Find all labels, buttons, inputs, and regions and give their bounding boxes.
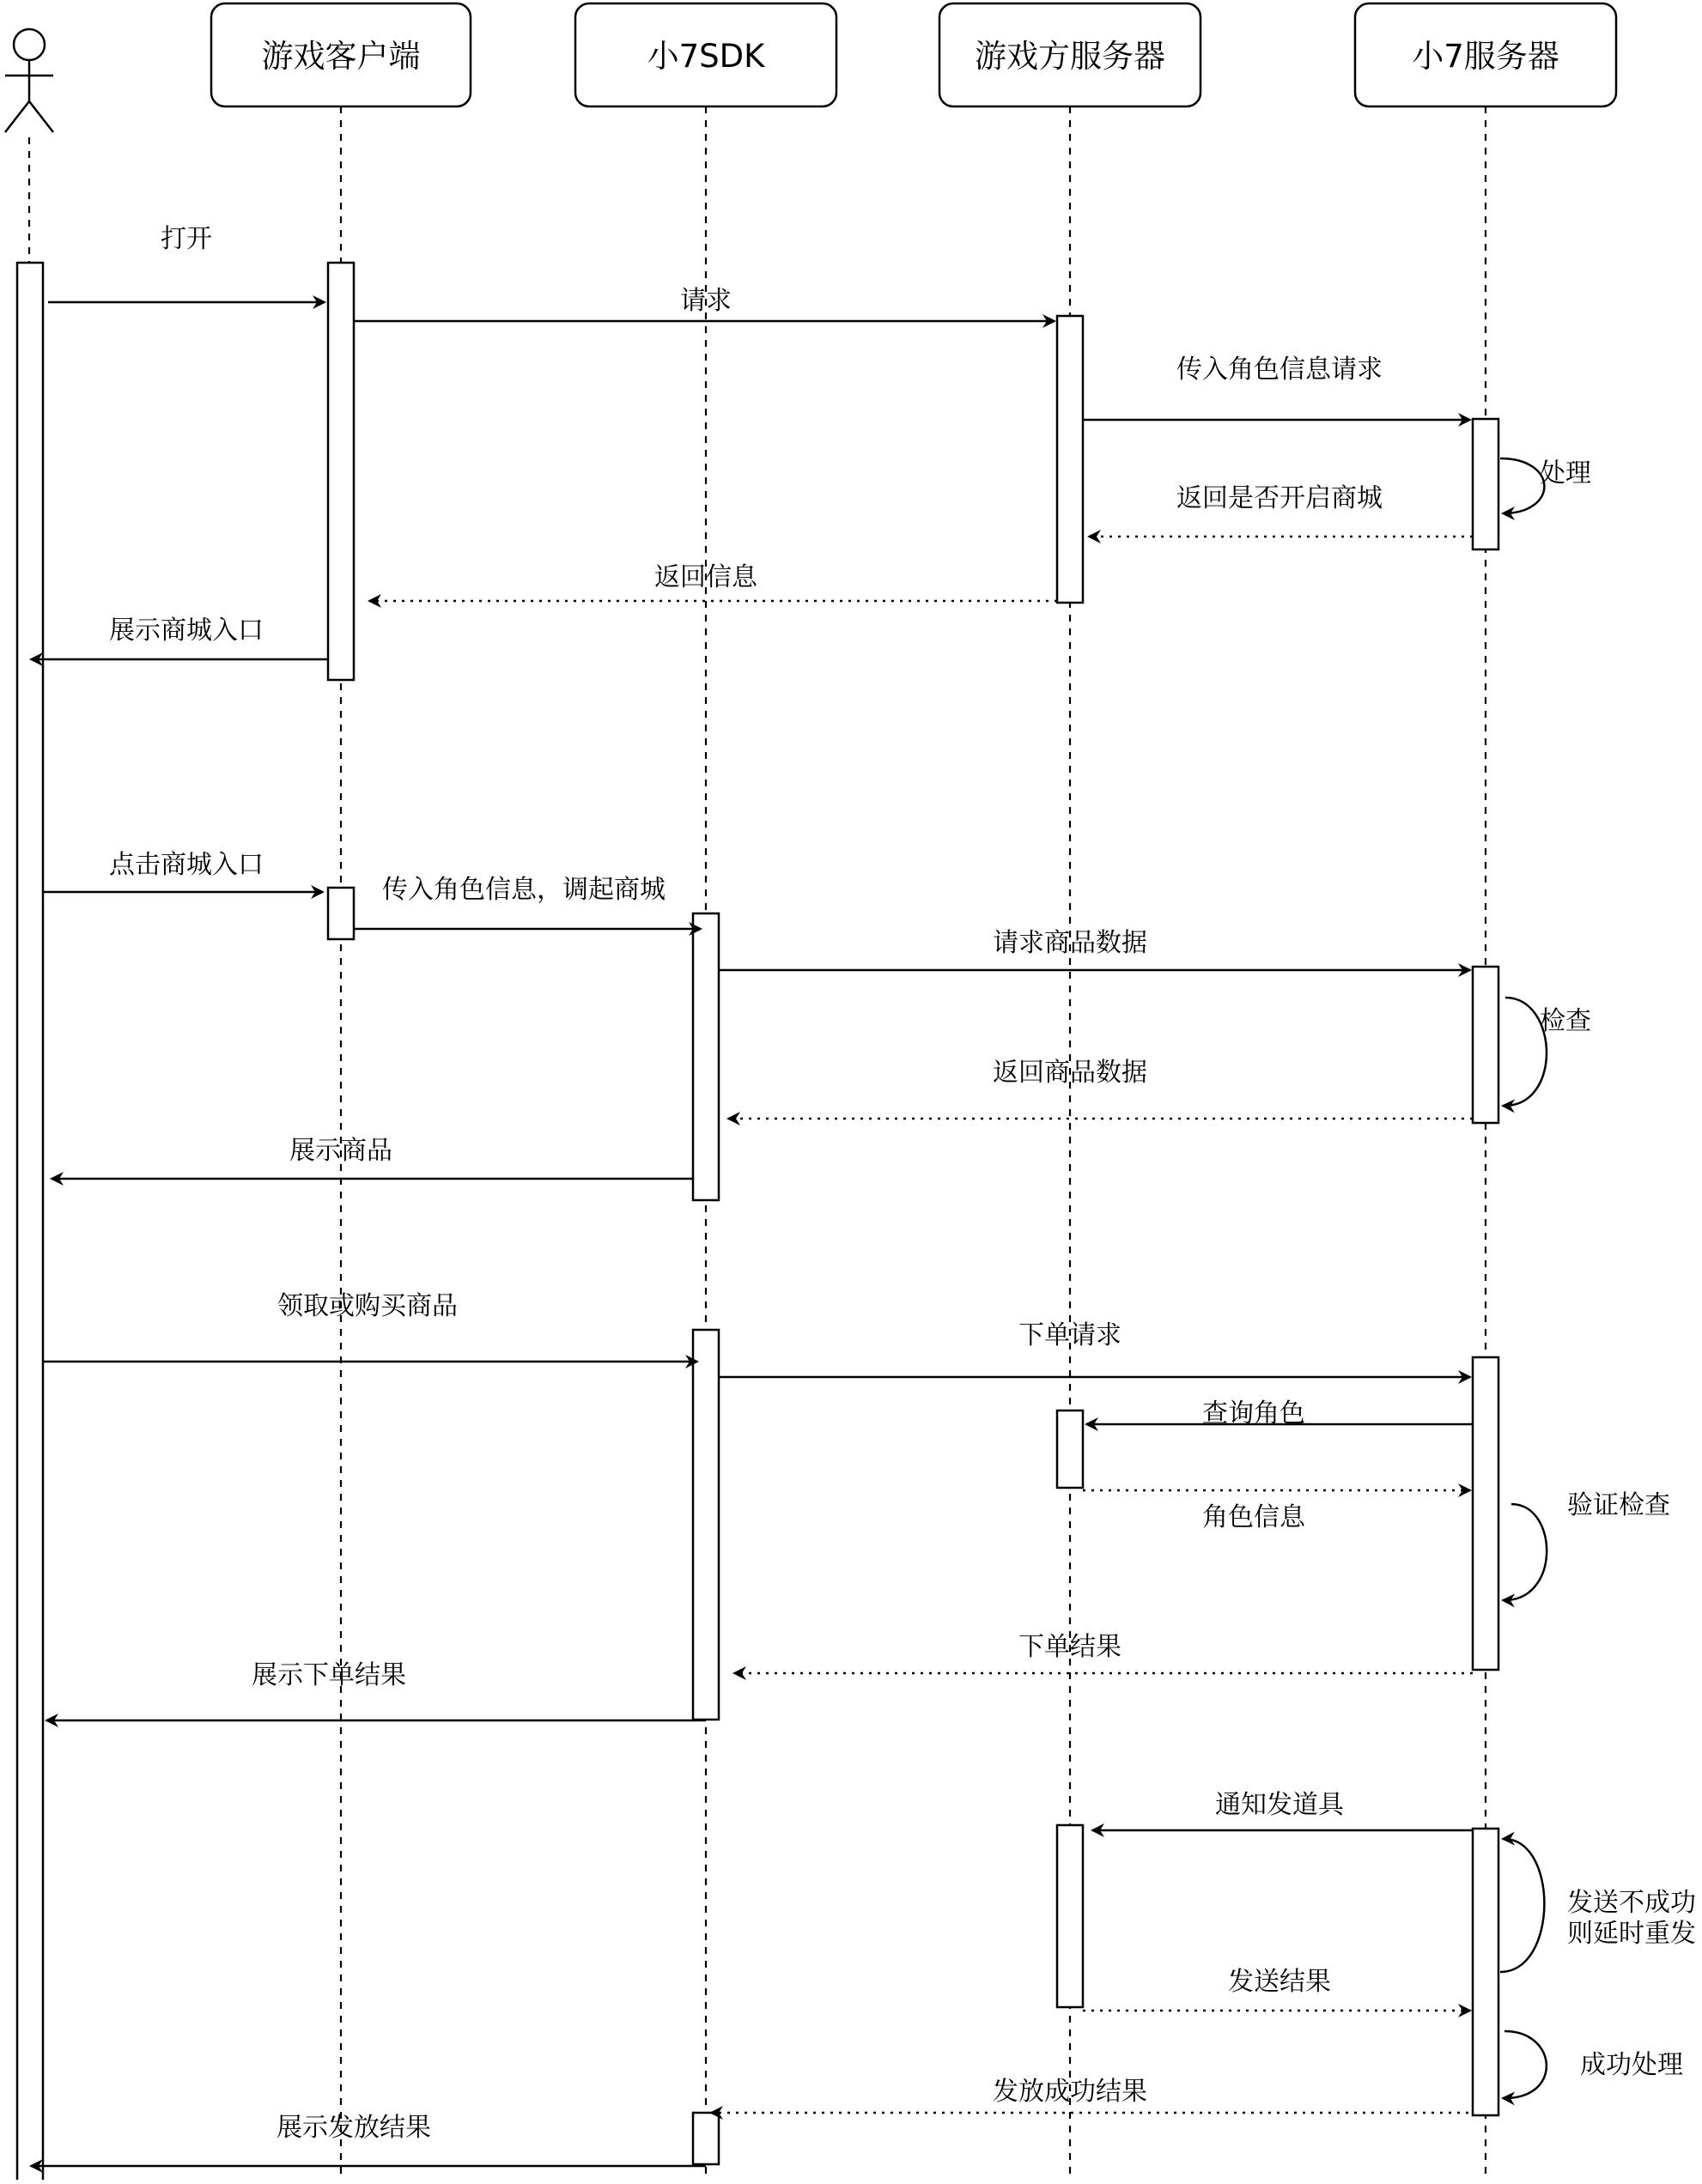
activation-x7-server <box>1473 419 1498 549</box>
activations <box>17 263 1498 2180</box>
message-label: 展示商品 <box>289 1136 392 1166</box>
participant-label: 小7服务器 <box>1412 38 1559 75</box>
participant-label: 小7SDK <box>647 38 765 75</box>
message-label-line-1: 发送不成功 <box>1567 1888 1696 1918</box>
actor-user <box>5 29 53 132</box>
message-label: 请求商品数据 <box>993 928 1147 958</box>
activation-sdk <box>693 913 719 1200</box>
message-label: 处理 <box>1540 458 1591 488</box>
activation-game-server <box>1057 316 1083 603</box>
message-label: 角色信息 <box>1202 1502 1305 1532</box>
activation-client <box>328 263 354 680</box>
activation-sdk <box>693 2113 719 2164</box>
activation-x7-server <box>1473 967 1498 1123</box>
participant-client <box>211 3 471 106</box>
activation-game-server <box>1057 1825 1083 2007</box>
message-label: 返回商品数据 <box>993 1058 1147 1088</box>
message-label: 传入角色信息请求 <box>1176 355 1383 385</box>
activation-game-server <box>1057 1410 1083 1488</box>
activation-client <box>328 888 354 939</box>
actor-head <box>14 29 45 60</box>
participant-label: 游戏客户端 <box>261 38 421 75</box>
message-label: 下单请求 <box>1018 1320 1121 1350</box>
actor-left-leg <box>5 101 29 132</box>
self-message-arrow <box>1503 1504 1547 1600</box>
message-label: 发送结果 <box>1228 1967 1331 1997</box>
message-label: 展示下单结果 <box>252 1660 406 1690</box>
message-label: 请求 <box>680 286 732 316</box>
participant-sdk <box>575 3 836 106</box>
message-label: 返回是否开启商城 <box>1176 483 1383 513</box>
actor-right-leg <box>29 101 53 132</box>
message-label: 发放成功结果 <box>993 2077 1147 2107</box>
activation-user <box>17 263 43 2180</box>
message-label: 展示发放结果 <box>277 2113 431 2143</box>
participant-x7-server <box>1355 3 1616 106</box>
lifelines <box>29 106 1486 2180</box>
activation-x7-server <box>1473 1829 1498 2115</box>
self-message-arrow <box>1500 458 1544 513</box>
message-label: 领取或购买商品 <box>277 1291 458 1321</box>
message-label: 返回信息 <box>654 562 757 592</box>
self-message-arrow <box>1500 1839 1544 1972</box>
activation-x7-server <box>1473 1357 1498 1670</box>
message-label: 查询角色 <box>1202 1398 1305 1429</box>
message-label <box>1567 1888 1702 1949</box>
message-label: 传入角色信息，调起商城 <box>382 875 666 905</box>
message-label-line-2: 则延时重发 <box>1567 1919 1696 1949</box>
message-label: 展示商城入口 <box>109 616 264 646</box>
message-label: 成功处理 <box>1580 2050 1683 2080</box>
participant-label: 游戏方服务器 <box>975 38 1165 75</box>
self-message-arrow <box>1503 2031 1547 2098</box>
message-label: 通知发道具 <box>1215 1790 1344 1820</box>
activation-sdk <box>693 1330 719 1720</box>
messages <box>31 224 1702 2166</box>
message-label: 验证检查 <box>1567 1490 1670 1520</box>
message-label: 下单结果 <box>1018 1632 1121 1662</box>
message-label: 检查 <box>1540 1006 1591 1036</box>
message-label: 点击商城入口 <box>109 850 264 880</box>
message-label: 打开 <box>161 224 212 254</box>
participant-game-server <box>939 3 1201 106</box>
